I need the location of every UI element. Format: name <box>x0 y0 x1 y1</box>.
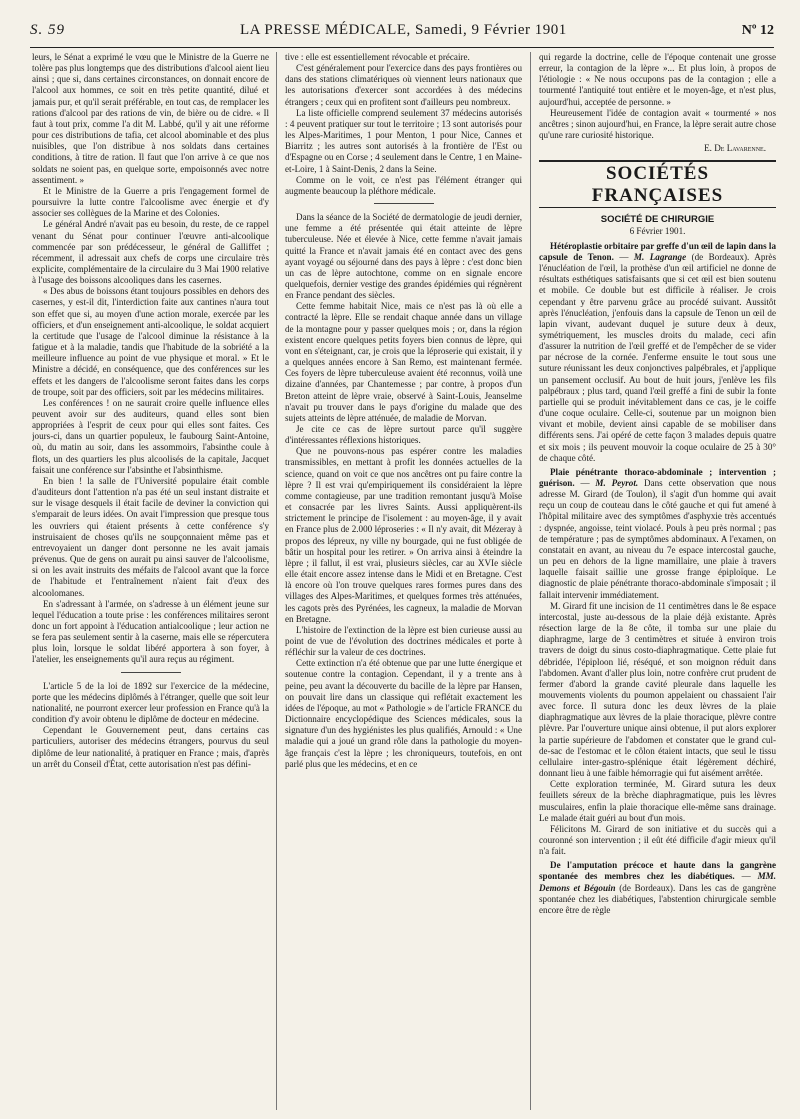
author-signature: E. De Lavarenne. <box>704 143 766 154</box>
article-body: (de Bordeaux). Après l'énucléation de l'œil, la prothèse d'un œil artificiel ne donne de résultats esthétiques satisfaisants que si cet œil est bien soutenu et mobile. Ce double but est difficile à réaliser. Je crois cependant y être parvenu grâce au procédé suivant. Aussitôt après l'énucléation, j'enfouis dans la capsule de Tenon un œil de lapin vivant, audevant duquel je suture deux à deux, symétriquement, les muscles droits du malade, ceci afin d'assurer la nutrition de l'œil greffé et de l'empêcher de se vider par nécrose de la cornée. J'enferme ensuite le tout sous une suture réunissant les deux conjonctives palpébrales, et j'applique un pansement occlusif. Au bout de huit jours, j'enlève les fils palpébraux ; plus tard, quand l'œil greffé a fini de subir la fonte partielle qui se produit inévitablement dans ce cas, je le coiffe d'une coque oculaire. Celle-ci, soutenue par un moignon bien vivant et mobile, devient ainsi capable de se mobiliser dans différents sens. J'ai opéré de cette façon 3 malades depuis quatre et six mois ; ils peuvent mouvoir la coque oculaire de 25 à 30° de chaque côté. <box>539 251 776 463</box>
journal-title: LA PRESSE MÉDICALE, Samedi, 9 Février 1901 <box>239 22 567 38</box>
paragraph: Les conférences ! on ne saurait croire quelle influence elles peuvent avoir sur des auditeurs, quand elles sont bien appropriées à l'esprit de ceux pour qui elles sont faites. Ces jours-ci, dans un quartier populeux, le faubourg Saint-Antoine, où, du matin au soir, dans les assommoirs, l'absinthe coule à flots, un des quartiers les plus alcoolisés de la capitale, Jacquet faisait une conférence sur l'absinthe et l'absinthisme. <box>32 397 269 475</box>
paragraph: Cette femme habitait Nice, mais ce n'est pas là où elle a contracté la lèpre. Elle se rendait chaque année dans un village de la montagne pour y passer quelques mois ; or, dans la région existent encore quelques petits foyers bien connus de lèpre, qui vont en s'éteignant, car, je crois que la léproserie qui existait, il y a quelques années encore à San Remo, est maintenant fermée. Ces foyers de lèpre tuberculeuse avaient été reconnus, voilà une dizaine d'années, par Chantemesse ; par contre, à propos d'un Breton atteint de lèpre vraie, observé à Saint-Louis, Jeanselme n'avait pu trouver dans le pays d'origine du malade que des sujets atteints de lèpre atténuée, de maladie de Morvan. <box>285 301 522 423</box>
page-number: S. 59 <box>30 22 65 38</box>
paragraph: « Des abus de boissons étant toujours possibles en dehors des casernes, y est-il dit, l'interdiction faite aux cantines n'aura tout son effet que si, au moyen d'une action morale, exercée par les officiers, et d'un enseignement anti-alcoolique, le soldat acquiert la certitude que l'usage de l'alcool diminue la résistance à la fatigue et à la maladie, tandis que l'habitude de la sobriété a la meilleure influence au point de vue physique et moral. » Et le Ministre a décidé, en conséquence, que des conférences sur les effets et les dangers de l'alcoolisme seront faites dans les corps de troupe, soit par des officiers, soit par les médecins militaires. <box>32 286 269 397</box>
issue-number: Nº 12 <box>741 23 774 38</box>
page-header <box>30 22 774 46</box>
article: Hétéroplastie orbitaire par greffe d'un œil de lapin dans la capsule de Tenon. — M. Lagrange (de Bordeaux). Après l'énucléation de l'œil, la prothèse d'un œil artificiel ne donne de résultats esthétiques satisfaisants que si cet œil est bien soutenu et mobile. Ce double but est difficile à réaliser. Je crois cependant y être parvenu grâce au procédé suivant. Aussitôt après l'énucléation, j'enfouis dans la capsule de Tenon un œil de lapin vivant, audevant duquel je suture deux à deux, symétriquement, les muscles droits du malade, ceci afin d'assurer la nutrition de l'œil greffé et de l'empêcher de se vider par nécrose de la cornée. J'enferme ensuite le tout sous une suture réunissant les deux conjonctives palpébrales, et j'applique un pansement occlusif. Au bout de huit jours, j'enlève les fils palpébraux ; plus tard, quand l'œil greffé a fini de subir la fonte partielle qui se produit inévitablement dans ce cas, je le coiffe d'une coque oculaire. Celle-ci, soutenue par un moignon bien vivant et mobile, devient ainsi capable de se mobiliser dans différents sens. J'ai opéré de cette façon 3 malades depuis quatre et six mois ; ils peuvent mouvoir la coque oculaire de 25 à 30° de chaque côté. <box>539 240 776 463</box>
society-date: 6 Février 1901. <box>629 225 686 236</box>
paragraph: Heureusement l'idée de contagion avait « tourmenté » nos ancêtres ; sinon aujourd'hui, en France, la lèpre serait autre chose qu'une rare curiosité historique. <box>539 107 776 141</box>
column-2 <box>285 52 522 1110</box>
column-1 <box>32 52 269 1110</box>
paragraph: En s'adressant à l'armée, on s'adresse à un élément jeune sur lequel l'éducation a toute prise : les conférences militaires seront donc un fort appoint à l'éducation antialcoolique ; leur action ne se fera pas seulement sentir à la caserne, mais elle se répercutera plus loin, lorsque le soldat libéré apportera à son foyer, à l'atelier, les enseignements qu'il aura reçus au régiment. <box>32 598 269 665</box>
column-divider <box>276 52 277 1110</box>
paragraph: leurs, le Sénat a exprimé le vœu que le Ministre de la Guerre ne tolère pas plus longtemps que des distributions d'alcool aient lieu ainsi ; que si, dans certaines circonstances, on donnait encore de l'alcool aux hommes, ce soit en très petite quantité, dilué et jamais pur, et qu'il serait préférable, en tout cas, de remplacer les rations d'alcool par des rations de vin, de bière ou de cidre. « Il faut à tout prix, comme l'a dit M. Labbé, qu'il y ait une réforme pour ces distributions de tafia, cet alcool abominable et des plus nuisibles, que l'on distribue à nos soldats dans certaines conditions, à titre de ration. Il faut que l'on arrive à ce que nos soldats ne soient pas, en quelque sorte, empoisonnés avec notre assentiment. » <box>32 52 269 185</box>
section-title: SOCIÉTÉS FRANÇAISES <box>591 163 724 207</box>
article-body: (de Bordeaux). Dans les cas de gangrène spontanée chez les diabétiques, l'abstention chirurgicale semble encore être de règle <box>539 882 776 915</box>
paragraph: Comme on le voit, ce n'est pas l'élément étranger qui augmente beaucoup la pléthore médicale. <box>285 174 522 196</box>
article-author: M. Lagrange <box>633 251 687 262</box>
paragraph: L'histoire de l'extinction de la lèpre est bien curieuse aussi au point de vue de l'évolution des doctrines médicales et porte à réfléchir sur la valeur de ces doctrines. <box>285 624 522 658</box>
paragraph: C'est généralement pour l'exercice dans des pays frontières ou dans des stations climatériques où viennent leurs nationaux que les autorisations d'exercer sont accordées à des médecins étrangers ; ceux qui en profitent sont d'ailleurs peu nombreux. <box>285 63 522 107</box>
paragraph: Félicitons M. Girard de son initiative et du succès qui a couronné son intervention ; il eût été difficile d'agir mieux qu'il n'a fait. <box>539 823 776 857</box>
article: De l'amputation précoce et haute dans la gangrène spontanée des membres chez les diabétiques. — MM. Demons et Bégouin (de Bordeaux). Dans les cas de gangrène spontanée chez les diabétiques, l'abstention chirurgicale semble encore être de règle <box>539 860 776 915</box>
paragraph: La liste officielle comprend seulement 37 médecins autorisés : 4 peuvent pratiquer sur tout le territoire ; 13 sont autorisés pour les Alpes-Maritimes, 1 pour Menton, 1 pour Nice, Cannes et Biarritz ; les autres sont autorisés à la frontière de l'Est ou d'Espagne ou en Corse ; 4 seulement dans le Centre, 1 en Maine-et-Loire, 1 à Saint-Denis, 2 dans la Seine. <box>285 107 522 174</box>
paragraph: Dans la séance de la Société de dermatologie de jeudi dernier, une femme a été présentée qui était atteinte de lèpre tuberculeuse. Née et élevée à Nice, cette femme n'avait jamais quitté la France et n'avait jamais été en contact avec des gens ayant voyagé ou séjourné dans des pays à lèpre : c'est donc bien un cas de lèpre autochtone, comme on en signale encore quelquefois, dernier vestige des grandes épidémies qui régnèrent en France pendant des siècles. <box>285 212 522 301</box>
article-author: MM. Demons et Bégouin <box>539 871 776 893</box>
section-divider <box>121 672 181 673</box>
paragraph: Que ne pouvons-nous pas espérer contre les maladies transmissibles, en mettant à profit les données actuelles de la science, quand on voit ce que nos ancêtres ont pu faire contre la lèpre ? Il est vrai qu'empiriquement ils considéraient la lèpre comme contagieuse, par une tradition remontant jusqu'à Moïse et consacrée par les livres Saints. Aussi appliquèrent-ils strictement le principe de l'isolement : au moyen-âge, il y avait en France plus de 2.000 léproseries : « Il n'y avait, dit Mézeray à propos des lépreux, ny ville ny bourgade, qui ne fust obligée de bâtir un hospital pour les retirer. » On arriva ainsi à éteindre la lèpre ; il fallut, il est vrai, plusieurs siècles, car au XVIe siècle elle était encore assez intense dans le Midi et en Bretagne. C'est là encore où l'on trouve quelques rares formes pures dans des villages des Alpes-Maritimes, et quelques formes très atténuées, les cagots près des Pyrénées, les cagneux, la maladie de Morvan en Bretagne. <box>285 446 522 624</box>
paragraph: En bien ! la salle de l'Université populaire était comble d'auditeurs dont l'attention n'a pas été un seul instant distraite et sur le visage desquels il était facile de deviner la conviction qui s'emparait de leurs idées. On avait l'impression que presque tous les ouvriers qui étaient présents à cette conférence s'y instruisaient de choses qu'ils ne soupçonnaient même pas et entrevoyaient un danger dont personne ne les avait jamais prévenus. Que de gens on aurait pu ainsi sauver de l'alcoolisme, si on les avait instruits des méfaits de l'alcool avant que la force de l'habitude et l'entraînement n'aient fait d'eux des alcoolomanes. <box>32 475 269 598</box>
section-divider <box>374 203 434 204</box>
article: Plaie pénétrante thoraco-abdominale ; intervention ; guérison. — M. Peyrot. Dans cette observation que nous adresse M. Girard (de Toulon), il s'agit d'un homme qui avait reçu un coup de couteau dans le côté gauche et qui fut amené à l'hôpital militaire avec des symptômes d'asphyxie très accentués : dyspnée, angoisse, teint violacé. Pouls à peu près normal ; pas de température ; pas de symptômes abdominaux. A l'examen, on constatait en avant, au niveau du 7e espace intercostal gauche, un peu en dehors de la ligne mamillaire, une plaie à travers laquelle faisait saillie une grosse frange épiploïque. Le diagnostic de plaie pénétrante thoraco-abdominale s'imposait ; il fallait intervenir immédiatement. <box>539 466 776 600</box>
paragraph: M. Girard fit une incision de 11 centimètres dans le 8e espace intercostal, juste au-dessous de la plaie déjà existante. Après résection large de la 8e côte, il tomba sur une plaie du diaphragme, large de 3 centimètres et située à environ trois travers de doigt du sinus costo-diaphragmatique. Cette plaie fut débridée, l'épiploon lié, réséqué, et son moignon réduit dans l'abdomen. Avant d'aller plus loin, notre confrère crut prudent de fermer d'abord la grande cavité pleurale dans laquelle les mouvements violents du poumon appelaient ou chassaient l'air avec force. Il sutura donc les deux lèvres de la plaie diaphragmatique aux lèvres de la plaie thoracique, plèvre contre plèvre. Par l'ouverture unique ainsi obtenue, il put alors explorer la partie supérieure de l'abdomen et constater que le grand cul-de-sac de l'estomac et le côlon étaient intacts, que seul le tissu cellulaire inter-gastro-splénique était légèrement déchiré, donnant lieu à une faible hémorragie qui fut aisément arrêtée. <box>539 600 776 779</box>
paragraph: qui regarde la doctrine, celle de l'époque contenait une grosse erreur, la contagion de la lèpre »... Et plus loin, à propos de l'étiologie : « Ne nous occupons pas de la contagion ; elle a tourmenté l'antiquité tout entière et le moyen-âge, et n'est plus, aujourd'hui, acceptée de personne. » <box>539 52 776 107</box>
article-title: Plaie pénétrante thoraco-abdominale ; intervention ; guérison. <box>539 466 776 488</box>
article-title: De l'amputation précoce et haute dans la gangrène spontanée des membres chez les diabétiques. <box>539 860 776 882</box>
column-divider <box>530 52 531 1110</box>
column-3 <box>539 52 776 1110</box>
paragraph: Et le Ministre de la Guerre a pris l'engagement formel de poursuivre la lutte contre l'alcoolisme avec énergie et d'y associer ses collègues de la Marine et des Colonies. <box>32 185 269 219</box>
article-body: Dans cette observation que nous adresse M. Girard (de Toulon), il s'agit d'un homme qui avait reçu un coup de couteau dans le côté gauche et qui fut amené à l'hôpital militaire avec des symptômes d'asphyxie très accentués : dyspnée, angoisse, teint violacé. Pouls à peu près normal ; pas de température ; pas de symptômes abdominaux. A l'examen, on constatait en avant, au niveau du 7e espace intercostal gauche, un peu en dehors de la ligne mamillaire, une plaie à travers laquelle faisait saillie une grosse frange épiploïque. Le diagnostic de plaie pénétrante thoraco-abdominale s'imposait ; il fallait intervenir immédiatement. <box>539 478 776 600</box>
paragraph: Je cite ce cas de lèpre surtout parce qu'il suggère d'intéressantes réflexions historiques. <box>285 424 522 446</box>
paragraph: Le général André n'avait pas eu besoin, du reste, de ce rappel venant du Sénat pour continuer l'œuvre anti-alcoolique commencée par son prédécesseur, le général de Galliffet ; récemment, il adressait aux chefs de corps une circulaire très explicite, complémentaire de la circulaire du 3 Mai 1900 relative à l'usage des boissons alcooliques dans les casernes. <box>32 219 269 286</box>
section-rule <box>539 207 776 208</box>
paragraph: Cette extinction n'a été obtenue que par une lutte énergique et soutenue contre la contagion. Cependant, il y a trente ans à peine, peu avant la découverte du bacille de la lèpre par Hansen, on pouvait lire dans un classique qui reflétait exactement les idées de l'époque, au mot « Pathologie » de l'article FRANCE du Dictionnaire encyclopédique des Sciences médicales, sous la signature d'un des hygiénistes les plus qualifiés, Arnould : « Une maladie qui a joué un grand rôle dans la pathologie du moyen-âge français c'est la lèpre ; les chroniqueurs, toutefois, en ont parlé plus que les médecins, et en ce <box>285 658 522 769</box>
article-author: M. Peyrot. <box>595 478 639 488</box>
article-title: Hétéroplastie orbitaire par greffe d'un œil de lapin dans la capsule de Tenon. <box>539 240 776 262</box>
paragraph: Cette exploration terminée, M. Girard sutura les deux feuillets séreux de la brèche diaphragmatique, puis les lèvres musculaires, enfin la plaie thoracique elle-même sans drainage. Le malade était guéri au bout d'un mois. <box>539 779 776 823</box>
paragraph: Cependant le Gouvernement peut, dans certains cas particuliers, autoriser des médecins étrangers, pourvus du seul diplôme de leur nationalité, à pratiquer en France ; mais, d'après un arrêt du Conseil d'État, cette autorisation n'est pas défini- <box>32 725 269 769</box>
paragraph: tive : elle est essentiellement révocable et précaire. <box>285 52 470 62</box>
header-rule <box>30 47 774 48</box>
paragraph: L'article 5 de la loi de 1892 sur l'exercice de la médecine, porte que les médecins diplômés à l'étranger, quelle que soit leur nationalité, ne pourront exercer leur profession en France qu'à la condition d'y avoir obtenu le diplôme de docteur en médecine. <box>32 680 269 725</box>
society-title: SOCIÉTÉ DE CHIRURGIE <box>600 214 715 226</box>
